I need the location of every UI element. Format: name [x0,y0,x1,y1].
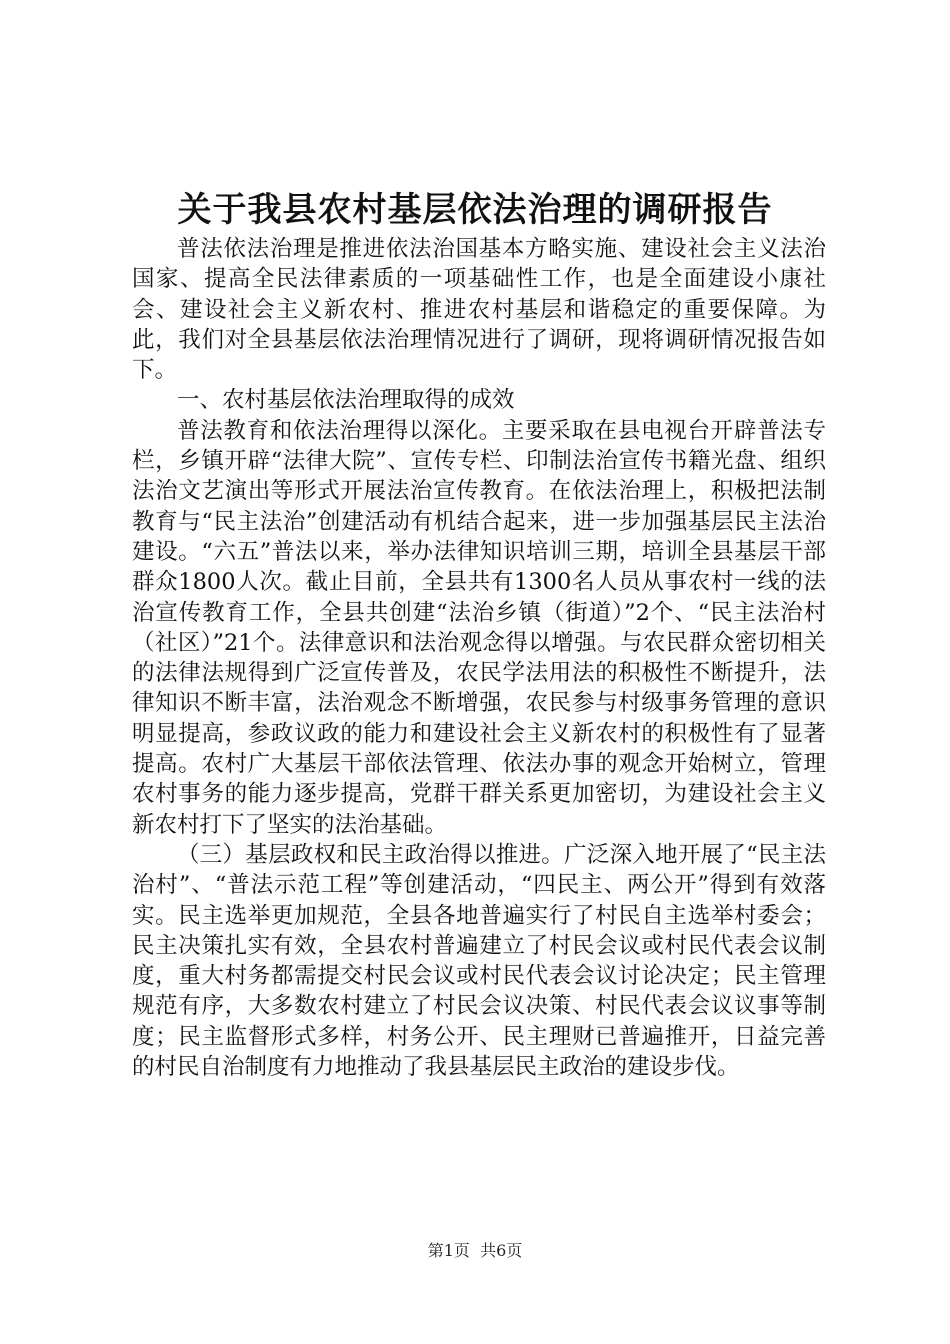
page-footer [0,1240,950,1262]
page-number: 第1页 [427,1241,470,1260]
intro-paragraph: 普法依法治理是推进依法治国基本方略实施、建设社会主义法治国家、提高全民法律素质的一项基础性工作，也是全面建设小康社会、建设社会主义新农村、推进农村基层和谐稳定的重要保障。为此，我们对全县基层依法治理情况进行了调研，现将调研情况报告如下。 [132,236,826,384]
document-body [132,234,826,1082]
document-title: 关于我县农村基层依法治理的调研报告 [177,190,773,230]
page-total: 共6页 [480,1241,523,1260]
section-heading: 一、农村基层依法治理取得的成效 [177,387,515,414]
body-paragraph: 普法教育和依法治理得以深化。主要采取在县电视台开辟普法专栏，乡镇开辟“法律大院”、宣传专栏、印制法治宣传书籍光盘、组织法治文艺演出等形式开展法治宣传教育。在依法治理上，积极把法制教育与“民主法治”创建活动有机结合起来，进一步加强基层民主法治建设。“六五”普法以来，举办法律知识培训三期，培训全县基层干部群众1800人次。截止目前，全县共有1300名人员从事农村一线的法治宣传教育工作，全县共创建“法治乡镇（街道）”2个、“民主法治村（社区）”21个。法律意识和法治观念得以增强。与农民群众密切相关的法律法规得到广泛宣传普及，农民学法用法的积极性不断提升，法律知识不断丰富，法治观念不断增强，农民参与村级事务管理的意识明显提高，参政议政的能力和建设社会主义新农村的积极性有了显著提高。农村广大基层干部依法管理、依法办事的观念开始树立，管理农村事务的能力逐步提高，党群干群关系更加密切，为建设社会主义新农村打下了坚实的法治基础。 [132,417,826,838]
body-paragraph: （三）基层政权和民主政治得以推进。广泛深入地开展了“民主法治村”、“普法示范工程”等创建活动，“四民主、两公开”得到有效落实。民主选举更加规范，全县各地普遍实行了村民自主选举村委会；民主决策扎实有效，全县农村普遍建立了村民会议或村民代表会议制度，重大村务都需提交村民会议或村民代表会议讨论决定；民主管理规范有序，大多数农村建立了村民会议决策、村民代表会议议事等制度；民主监督形式多样，村务公开、民主理财已普遍推开，日益完善的村民自治制度有力地推动了我县基层民主政治的建设步伐。 [132,841,826,1081]
